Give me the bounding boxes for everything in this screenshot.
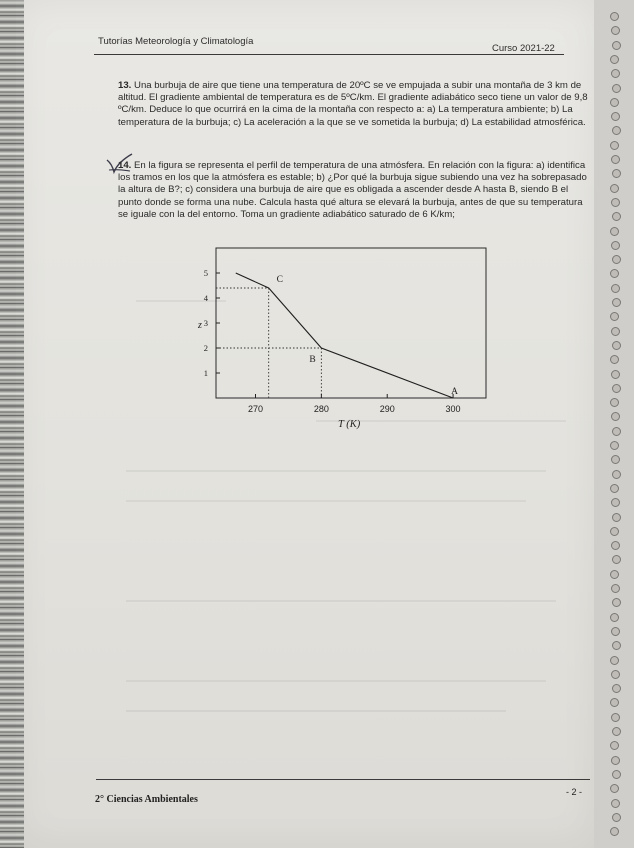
ring-hole — [610, 398, 619, 407]
ring-hole — [610, 269, 619, 278]
ring-hole — [612, 555, 621, 564]
point-label-c: C — [276, 275, 284, 285]
ring-hole — [612, 427, 621, 436]
y-tick-label: 2 — [203, 343, 208, 353]
ring-hole — [610, 55, 619, 64]
ring-hole — [610, 827, 619, 836]
ring-hole — [612, 641, 621, 650]
ring-hole — [611, 155, 620, 164]
ring-hole — [612, 513, 621, 522]
ring-hole — [611, 713, 620, 722]
y-tick-label: 1 — [203, 368, 208, 378]
spiral-binding — [0, 0, 24, 848]
ring-hole — [610, 98, 619, 107]
ring-hole — [610, 312, 619, 321]
ring-hole — [611, 327, 620, 336]
y-axis-label: z — [198, 320, 202, 331]
ring-hole — [610, 227, 619, 236]
ring-hole — [612, 470, 621, 479]
footer-course-name: 2° Ciencias Ambientales — [95, 794, 198, 805]
ring-hole — [612, 255, 621, 264]
page-number: - 2 - — [566, 787, 583, 797]
ring-hole — [611, 412, 620, 421]
ring-hole — [610, 784, 619, 793]
question-number: 13. — [118, 80, 132, 91]
ring-hole — [610, 741, 619, 750]
ring-hole — [610, 570, 619, 579]
question-number: 14. — [118, 160, 132, 171]
header-course: Curso 2021-22 — [492, 43, 555, 54]
ring-hole — [611, 241, 620, 250]
x-tick-label: 280 — [313, 404, 329, 414]
footer-divider — [96, 779, 590, 780]
y-tick-label: 4 — [203, 293, 208, 303]
dashed-guides — [216, 288, 321, 398]
x-axis-ticks — [248, 394, 461, 414]
ring-hole — [610, 355, 619, 364]
ring-hole — [612, 813, 621, 822]
x-tick-label: 270 — [247, 404, 264, 414]
ring-hole — [611, 284, 620, 293]
ring-hole — [612, 298, 621, 307]
ring-hole — [610, 613, 619, 622]
ring-hole — [610, 656, 619, 665]
point-labels — [277, 275, 458, 397]
ring-hole — [611, 198, 620, 207]
ring-hole — [612, 41, 621, 50]
ring-hole — [610, 527, 619, 536]
question-text: En la figura se representa el perfil de temperatura de una atmósfera. En relación con la figura: a) identifica los tramos en los que la atmósfera es estable; b) ¿Por qué la burbuja sigue subiendo una vez ha sobrepasado la altura de B?; c) considera una burbuja de aire que es obligada a ascender desde A hasta B, siendo B el punto donde se forma una nube. Calcula hasta qué altura se elevará la burbuja, antes de que su temperatura se iguale con la del entorno. Toma un gradiente adiabático saturado de 6 K/km; — [118, 160, 587, 220]
ring-hole — [611, 627, 620, 636]
y-tick-label: 3 — [203, 318, 208, 328]
ring-hole — [610, 441, 619, 450]
point-label-a: A — [451, 387, 458, 397]
ring-hole — [612, 341, 621, 350]
header-divider — [94, 54, 564, 55]
ring-hole — [611, 498, 620, 507]
ring-hole — [610, 141, 619, 150]
ring-hole — [611, 69, 620, 78]
ring-hole — [611, 756, 620, 765]
ring-holes-strip — [594, 0, 634, 848]
ring-hole — [611, 584, 620, 593]
x-axis-label: T (K) — [338, 419, 361, 430]
ring-hole — [612, 126, 621, 135]
ring-hole — [612, 212, 621, 221]
ring-hole — [612, 727, 621, 736]
x-tick-label: 300 — [445, 404, 461, 414]
ring-hole — [611, 26, 620, 35]
ring-hole — [611, 541, 620, 550]
temperature-profile-chart — [190, 244, 500, 434]
y-tick-label: 5 — [203, 268, 208, 278]
ring-hole — [611, 112, 620, 121]
ring-hole — [611, 370, 620, 379]
plot-frame — [216, 248, 486, 398]
ring-hole — [612, 84, 621, 93]
ring-hole — [610, 698, 619, 707]
ring-hole — [610, 184, 619, 193]
ring-hole — [612, 684, 621, 693]
header-title: Tutorías Meteorología y Climatología — [98, 36, 254, 47]
x-tick-label: 290 — [379, 404, 395, 414]
y-axis-ticks — [204, 268, 220, 378]
question-13 — [118, 80, 588, 129]
ring-hole — [611, 799, 620, 808]
ring-hole — [611, 670, 620, 679]
point-label-b: B — [309, 355, 316, 365]
ring-hole — [610, 12, 619, 21]
ring-hole — [612, 770, 621, 779]
ring-hole — [611, 455, 620, 464]
ring-hole — [612, 384, 621, 393]
question-text: Una burbuja de aire que tiene una temperatura de 20ºC se ve empujada a subir una montaña de 3 km de altitud. El gradiente ambiental de temperatura es de 5ºC/km. El gradiente adiabático seco tiene un valor de 9,8 ºC/km. Deduce lo que ocurrirá en la cima de la montaña con respecto a: a) La temperatura ambiente; b) La temperatura de la burbuja; c) La aceleración a la que se ve sometida la burbuja; d) La estabilidad atmosférica. — [118, 80, 588, 128]
ring-hole — [612, 598, 621, 607]
ring-hole — [610, 484, 619, 493]
ring-hole — [612, 169, 621, 178]
question-14 — [118, 160, 588, 221]
